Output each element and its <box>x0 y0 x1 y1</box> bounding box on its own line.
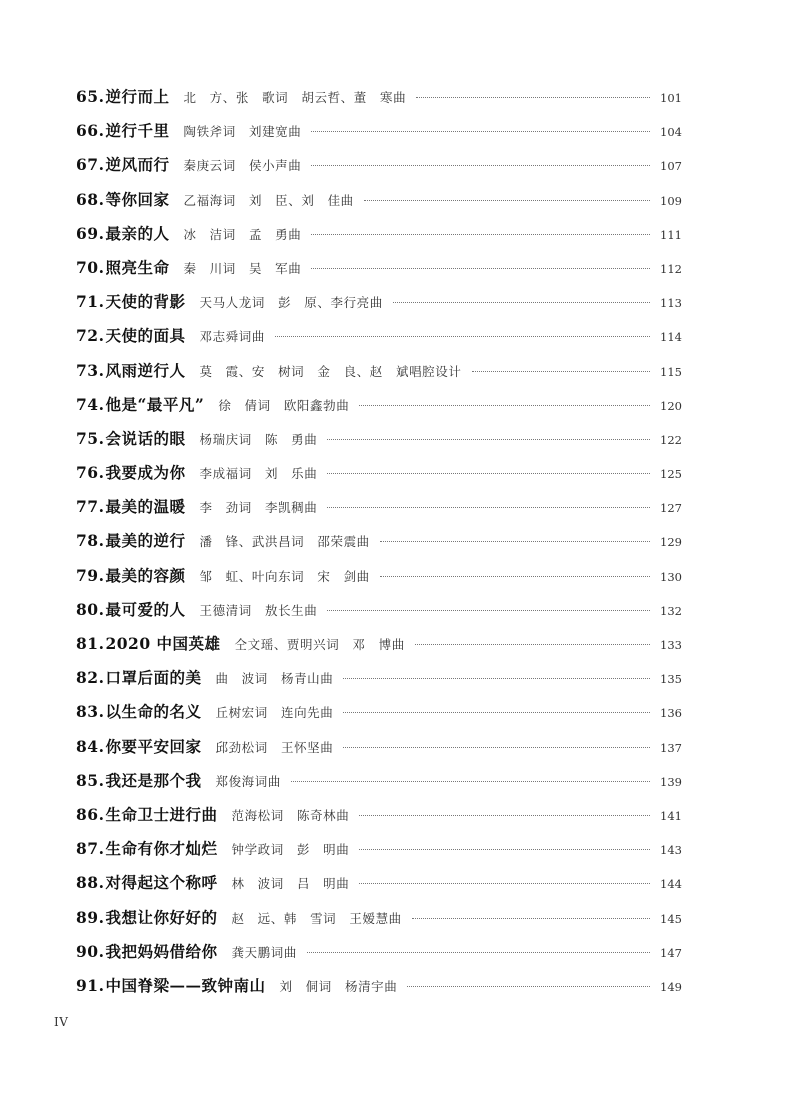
toc-entry-credit: 徐 倩词 欧阳鑫勃曲 <box>218 397 350 413</box>
toc-entry <box>0 832 790 866</box>
toc-entry-title: 最美的容颜 <box>105 565 186 585</box>
dot-leader <box>311 164 650 166</box>
dot-leader <box>380 575 650 577</box>
toc-entry-title: 2020 中国英雄 <box>105 634 221 653</box>
toc-entry-page: 104 <box>660 125 682 140</box>
dot-leader <box>472 370 651 372</box>
toc-entry-page: 113 <box>660 296 682 311</box>
toc-entry-number: 67. <box>76 155 105 175</box>
toc-entry-number: 90. <box>76 941 105 961</box>
toc-entry-number: 71. <box>76 292 105 312</box>
dot-leader <box>327 438 650 440</box>
toc-entry-number: 78. <box>76 531 105 551</box>
dot-leader <box>307 951 650 953</box>
dot-leader <box>311 267 650 269</box>
toc-entry-credit: 林 波词 吕 明曲 <box>231 876 350 892</box>
toc-entry-credit: 乙福海词 刘 臣、刘 佳曲 <box>183 192 354 208</box>
toc-entry <box>0 114 790 148</box>
toc-entry-number: 87. <box>76 839 105 859</box>
toc-entry-title: 逆行千里 <box>105 121 170 141</box>
toc-entry-number: 73. <box>76 360 105 380</box>
toc-entry <box>0 319 790 353</box>
toc-entry-page: 149 <box>660 979 682 994</box>
toc-entry-page: 135 <box>660 672 682 687</box>
toc-entry-title: 风雨逆行人 <box>105 360 186 380</box>
toc-entry <box>0 388 790 422</box>
toc-entry-title: 我还是那个我 <box>105 770 202 790</box>
toc-entry-title: 等你回家 <box>105 189 170 209</box>
toc-entry-page: 127 <box>660 501 682 516</box>
toc-entry-number: 66. <box>76 121 105 141</box>
dot-leader <box>364 199 650 201</box>
toc-entry-credit: 丘树宏词 连向先曲 <box>215 705 334 721</box>
toc-entry <box>0 251 790 285</box>
dot-leader <box>412 917 650 919</box>
toc-entry <box>0 456 790 490</box>
toc-entry-page: 139 <box>660 774 682 789</box>
toc-entry <box>0 285 790 319</box>
toc-entry-number: 91. <box>76 975 105 995</box>
toc-entry-credit: 邹 虹、叶向东词 宋 剑曲 <box>199 568 370 584</box>
toc-entry-number: 88. <box>76 873 105 893</box>
toc-entry-credit: 北 方、张 歌词 胡云哲、董 寒曲 <box>183 90 407 105</box>
toc-entry <box>0 661 790 695</box>
toc-entry-credit: 李成福词 刘 乐曲 <box>199 466 318 482</box>
toc-entry-page: 129 <box>660 535 682 550</box>
toc-entry <box>0 935 790 969</box>
toc-entry-page: 145 <box>660 911 682 926</box>
toc-entry-credit: 陶铁斧词 刘建宽曲 <box>183 124 302 140</box>
toc-entry <box>0 354 790 388</box>
toc-entry <box>0 559 790 593</box>
toc-entry <box>0 593 790 627</box>
toc-entry-title: 我要成为你 <box>105 463 186 483</box>
toc-entry <box>0 627 790 661</box>
dot-leader <box>416 96 650 98</box>
toc-entry <box>0 695 790 729</box>
toc-entry-title: 照亮生命 <box>105 257 170 277</box>
toc-entry-number: 68. <box>76 189 105 209</box>
toc-entry-title: 会说话的眼 <box>105 428 186 448</box>
toc-entry-title: 最美的逆行 <box>105 531 186 551</box>
toc-entry-title: 最美的温暖 <box>105 497 186 517</box>
toc-entry <box>0 80 790 114</box>
table-of-contents <box>0 80 790 1003</box>
toc-entry-credit: 秦 川词 吴 军曲 <box>183 260 302 276</box>
toc-entry-page: 107 <box>660 159 682 174</box>
toc-entry-title: 口罩后面的美 <box>105 668 202 688</box>
dot-leader <box>359 404 650 406</box>
toc-entry-page: 112 <box>660 261 682 276</box>
dot-leader <box>311 130 650 132</box>
toc-entry-credit: 邱劲松词 王怀坚曲 <box>215 739 334 755</box>
toc-entry-page: 111 <box>660 227 682 242</box>
toc-entry-credit: 李 劲词 李凯稠曲 <box>199 500 318 516</box>
toc-entry-credit: 龚天鹏词曲 <box>231 944 297 960</box>
toc-entry-credit: 刘 侗词 杨清宇曲 <box>279 978 398 994</box>
toc-entry <box>0 866 790 900</box>
toc-entry-number: 75. <box>76 428 105 448</box>
dot-leader <box>393 301 650 303</box>
toc-entry-credit: 冰 洁词 孟 勇曲 <box>183 226 302 242</box>
dot-leader <box>359 848 650 850</box>
toc-entry <box>0 969 790 1003</box>
toc-entry-number: 79. <box>76 565 105 585</box>
toc-entry-number: 74. <box>76 394 105 414</box>
toc-entry-number: 72. <box>76 326 105 346</box>
dot-leader <box>291 780 650 782</box>
toc-entry-credit: 潘 锋、武洪昌词 邵荣震曲 <box>199 534 370 550</box>
toc-entry <box>0 901 790 935</box>
toc-entry-credit: 天马人龙词 彭 原、李行亮曲 <box>199 295 383 311</box>
toc-entry-page: 130 <box>660 569 682 584</box>
dot-leader <box>343 677 650 679</box>
toc-entry-credit: 仝文瑶、贾明兴词 邓 博曲 <box>234 637 405 652</box>
toc-entry-credit: 王德清词 敖长生曲 <box>199 602 318 618</box>
toc-entry-page: 133 <box>660 638 682 652</box>
dot-leader <box>327 609 650 611</box>
dot-leader <box>327 506 650 508</box>
toc-entry-number: 89. <box>76 907 105 927</box>
toc-entry-number: 85. <box>76 770 105 790</box>
toc-entry <box>0 490 790 524</box>
toc-entry <box>0 422 790 456</box>
toc-entry-page: 115 <box>660 364 682 379</box>
toc-entry-page: 137 <box>660 740 682 755</box>
dot-leader <box>343 746 650 748</box>
toc-entry-page: 141 <box>660 808 682 823</box>
dot-leader <box>327 472 650 474</box>
toc-entry-number: 86. <box>76 804 105 824</box>
dot-leader <box>407 985 650 987</box>
toc-entry-title: 逆行而上 <box>105 87 170 106</box>
toc-entry <box>0 730 790 764</box>
toc-entry-title: 生命有你才灿烂 <box>105 839 218 859</box>
toc-entry <box>0 183 790 217</box>
toc-entry-title: 中国脊梁——致钟南山 <box>105 975 266 995</box>
toc-entry-credit: 秦庚云词 侯小声曲 <box>183 158 302 174</box>
dot-leader <box>415 643 650 645</box>
toc-entry-title: 你要平安回家 <box>105 736 202 756</box>
toc-entry-title: 最亲的人 <box>105 223 170 243</box>
toc-entry-page: 109 <box>660 193 682 208</box>
toc-entry <box>0 764 790 798</box>
toc-entry-title: 他是“最平凡” <box>105 394 205 414</box>
toc-entry <box>0 148 790 182</box>
toc-entry-title: 天使的面具 <box>105 326 186 346</box>
toc-entry-title: 最可爱的人 <box>105 599 186 619</box>
toc-entry-title: 生命卫士进行曲 <box>105 804 218 824</box>
toc-entry-number: 76. <box>76 463 105 483</box>
toc-entry-number: 84. <box>76 736 105 756</box>
dot-leader <box>311 233 650 235</box>
toc-entry-page: 101 <box>660 91 682 105</box>
toc-entry-page: 120 <box>660 398 682 413</box>
toc-entry-page: 136 <box>660 706 682 721</box>
toc-entry-credit: 钟学政词 彭 明曲 <box>231 842 350 858</box>
toc-entry <box>0 524 790 558</box>
toc-entry-number: 77. <box>76 497 105 517</box>
toc-entry-credit: 范海松词 陈奇林曲 <box>231 807 350 823</box>
toc-entry-page: 147 <box>660 945 682 960</box>
toc-entry-credit: 杨瑞庆词 陈 勇曲 <box>199 431 318 447</box>
toc-entry-title: 对得起这个称呼 <box>105 873 218 893</box>
toc-entry-page: 143 <box>660 843 682 858</box>
toc-entry-title: 天使的背影 <box>105 292 186 312</box>
toc-entry-number: 81. <box>76 634 105 653</box>
toc-entry-number: 82. <box>76 668 105 688</box>
toc-entry-title: 我把妈妈借给你 <box>105 941 218 961</box>
toc-entry-title: 以生命的名义 <box>105 702 202 722</box>
dot-leader <box>275 335 650 337</box>
toc-entry-page: 132 <box>660 603 682 618</box>
page-folio: IV <box>54 1015 69 1029</box>
toc-entry-credit: 郑俊海词曲 <box>215 773 281 789</box>
toc-entry-number: 70. <box>76 257 105 277</box>
dot-leader <box>380 540 650 542</box>
dot-leader <box>359 882 650 884</box>
toc-entry-title: 逆风而行 <box>105 155 170 175</box>
toc-entry-number: 69. <box>76 223 105 243</box>
toc-entry-number: 65. <box>76 87 105 106</box>
toc-entry-credit: 曲 波词 杨青山曲 <box>215 671 334 687</box>
toc-entry-page: 144 <box>660 877 682 892</box>
toc-entry-page: 125 <box>660 467 682 482</box>
toc-entry-credit: 赵 远、韩 雪词 王嫒慧曲 <box>231 910 402 926</box>
toc-entry-page: 114 <box>660 330 682 345</box>
toc-entry-credit: 莫 霞、安 树词 金 良、赵 斌唱腔设计 <box>199 363 462 379</box>
dot-leader <box>343 711 650 713</box>
dot-leader <box>359 814 650 816</box>
toc-entry <box>0 217 790 251</box>
toc-entry-title: 我想让你好好的 <box>105 907 218 927</box>
toc-entry-credit: 邓志舜词曲 <box>199 329 265 345</box>
toc-entry-page: 122 <box>660 432 682 447</box>
toc-entry <box>0 798 790 832</box>
toc-entry-number: 80. <box>76 599 105 619</box>
toc-entry-number: 83. <box>76 702 105 722</box>
